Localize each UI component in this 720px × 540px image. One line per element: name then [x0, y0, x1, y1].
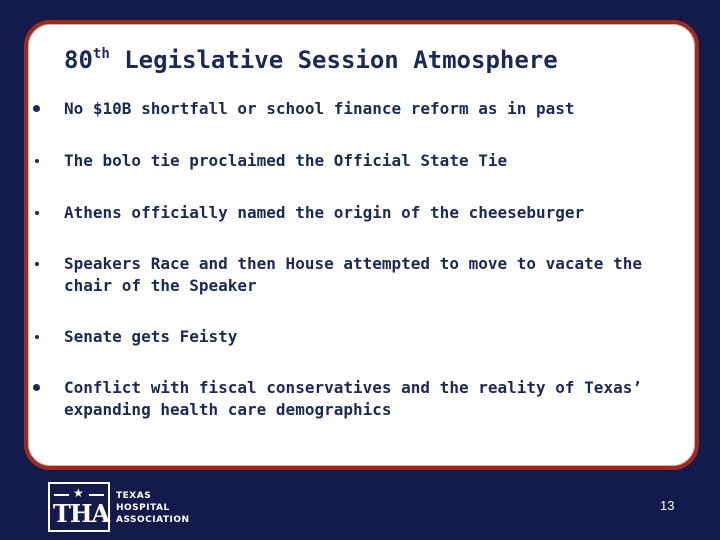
page-number: 13: [660, 498, 675, 513]
logo-rule-right: [89, 494, 104, 496]
bullet-text: The bolo tie proclaimed the Official State Tie: [64, 151, 508, 170]
bullet-dot-icon: [35, 159, 39, 163]
logo-rule-left: [54, 494, 69, 496]
title-superscript: th: [92, 46, 110, 62]
bullet-dot-icon: [33, 384, 40, 391]
bullet-text: Senate gets Feisty: [64, 327, 238, 346]
tha-logo: [48, 482, 110, 532]
title-number: 80: [64, 46, 93, 74]
slide-footer: [0, 472, 720, 540]
bullet-dot-icon: [35, 211, 39, 215]
bullet-text: Athens officially named the origin of the cheeseburger: [64, 203, 585, 222]
bullet-dot-icon: [35, 335, 39, 339]
logo-wordmark: [116, 490, 190, 526]
bullet-text: Speakers Race and then House attempted to move to vacate the chair of the Speaker: [64, 254, 642, 295]
logo-word: ASSOCIATION: [116, 515, 190, 525]
bullet-text: No $10B shortfall or school finance reform as in past: [64, 99, 575, 118]
logo-mark: THA: [53, 499, 110, 528]
bullet-dot-icon: [33, 105, 40, 112]
bullet-text: Conflict with fiscal conservatives and the reality of Texas’ expanding health care demographics: [64, 378, 642, 419]
slide-title: [64, 46, 558, 74]
logo-word: TEXAS: [116, 491, 152, 501]
star-icon: ★: [73, 486, 84, 500]
title-text: Legislative Session Atmosphere: [109, 46, 558, 74]
slide-card: [24, 20, 699, 470]
logo-word: HOSPITAL: [116, 503, 170, 513]
bullet-dot-icon: [35, 262, 39, 266]
